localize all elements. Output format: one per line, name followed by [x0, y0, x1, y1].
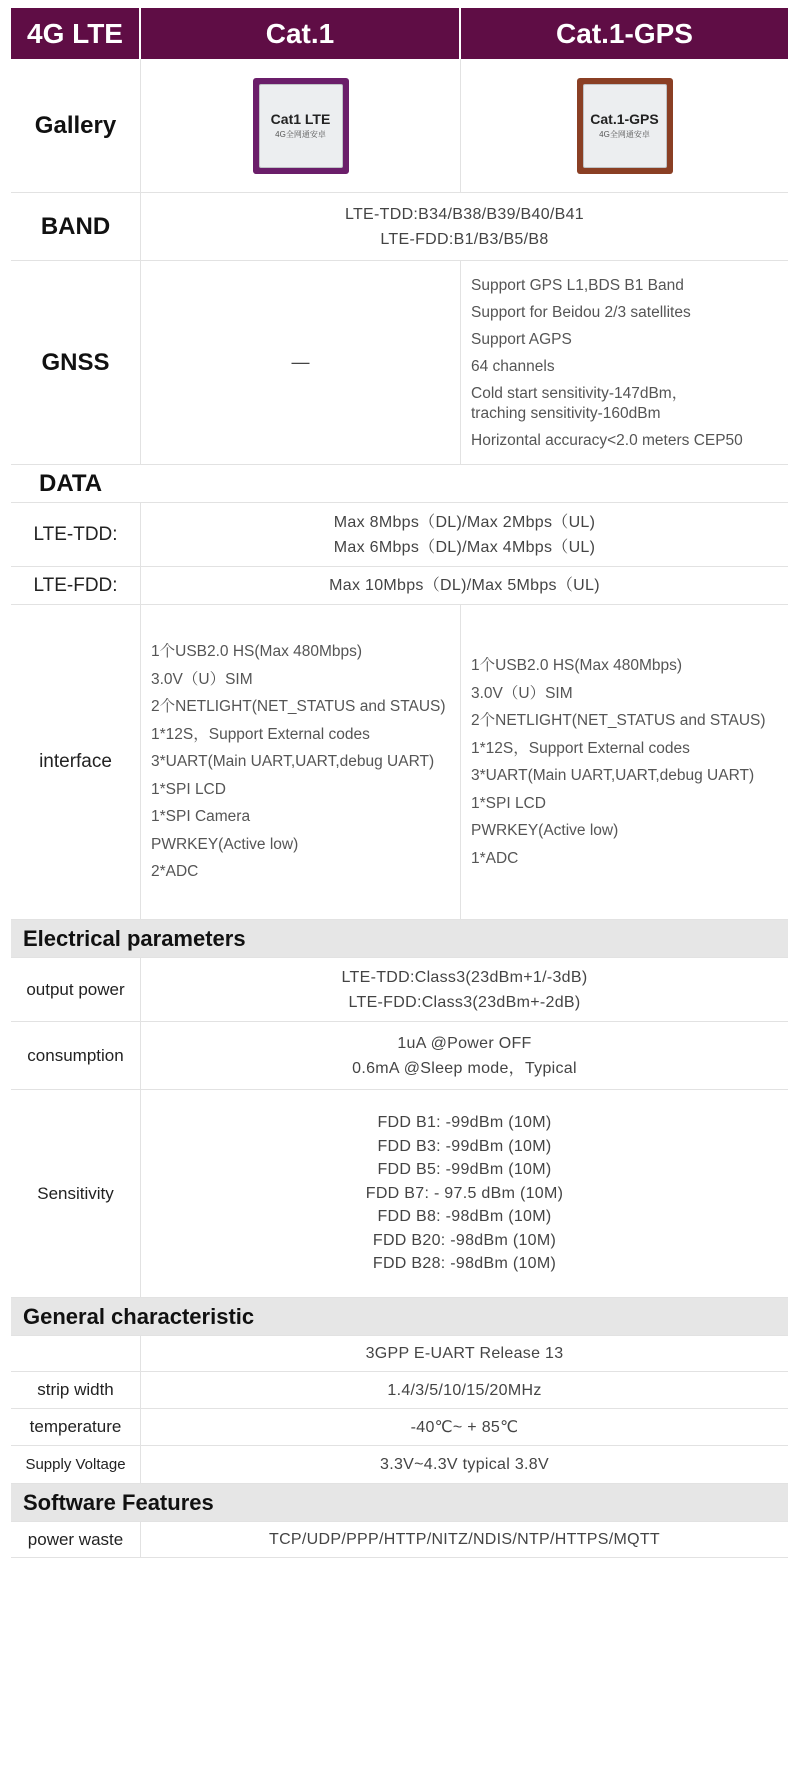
consumption-row: [11, 1022, 788, 1090]
interface-label: interface: [11, 605, 141, 919]
list-item: PWRKEY(Active low): [471, 822, 619, 839]
list-item: 3*UART(Main UART,UART,debug UART): [471, 767, 755, 784]
release-label: [11, 1336, 141, 1371]
header-col-4g-lte: 4G LTE: [11, 8, 141, 59]
list-item: 1*12S，Support External codes: [151, 725, 370, 743]
interface-cat1-list: [141, 605, 461, 919]
gnss-row: [11, 261, 788, 465]
cat1-module-image: [253, 78, 349, 174]
band-line: LTE-TDD:B34/B38/B39/B40/B41: [344, 205, 585, 223]
list-item: 2个NETLIGHT(NET_STATUS and STAUS): [151, 698, 446, 716]
sensitivity-line: FDD B1: -99dBm (10M): [377, 1114, 552, 1132]
gallery-label: Gallery: [11, 59, 141, 192]
lte-tdd-row: [11, 503, 788, 567]
lte-tdd-line: Max 8Mbps（DL)/Max 2Mbps（UL): [333, 513, 596, 531]
list-item: 2*ADC: [151, 863, 199, 881]
software-section-title: Software Features: [11, 1484, 788, 1522]
list-item: 3.0V（U）SIM: [471, 684, 573, 702]
temperature-label: temperature: [11, 1409, 141, 1445]
cat1-gps-module-title: Cat.1-GPS: [590, 111, 659, 127]
sensitivity-value: [141, 1090, 788, 1297]
consumption-line: 0.6mA @Sleep mode，Typical: [352, 1059, 577, 1077]
power-waste-row: [11, 1522, 788, 1558]
gnss-label: GNSS: [11, 261, 141, 464]
list-item: 1个USB2.0 HS(Max 480Mbps): [471, 657, 683, 674]
cat1-gps-module-image: [577, 78, 673, 174]
band-line: LTE-FDD:B1/B3/B5/B8: [380, 230, 549, 248]
strip-width-value: 1.4/3/5/10/15/20MHz: [387, 1381, 542, 1399]
gallery-cat1-cell: [141, 59, 461, 192]
gallery-row: [11, 59, 788, 193]
sensitivity-row: [11, 1090, 788, 1298]
output-power-label: output power: [11, 958, 141, 1021]
sensitivity-line: FDD B28: -98dBm (10M): [372, 1255, 557, 1273]
temperature-value: -40℃~ + 85℃: [410, 1418, 519, 1436]
temperature-row: [11, 1409, 788, 1446]
release-value: 3GPP E-UART Release 13: [365, 1345, 564, 1362]
interface-cat1-gps-list: [461, 605, 788, 919]
list-item: 64 channels: [471, 357, 555, 375]
list-item: PWRKEY(Active low): [151, 835, 299, 853]
sensitivity-line: FDD B5: -99dBm (10M): [377, 1161, 552, 1179]
band-row: [11, 193, 788, 261]
list-item: Support for Beidou 2/3 satellites: [471, 303, 691, 321]
electrical-section-title: Electrical parameters: [11, 920, 788, 958]
lte-fdd-label: LTE-FDD:: [11, 567, 141, 604]
list-item: 2个NETLIGHT(NET_STATUS and STAUS): [471, 712, 766, 729]
list-item: 1*12S，Support External codes: [471, 739, 690, 757]
consumption-line: 1uA @Power OFF: [397, 1034, 532, 1052]
list-item: 3.0V（U）SIM: [151, 670, 253, 688]
list-item: 1*SPI LCD: [151, 780, 226, 798]
list-item: Support AGPS: [471, 330, 572, 348]
list-item: 1*ADC: [471, 849, 519, 867]
consumption-value: [141, 1022, 788, 1089]
lte-tdd-value: [141, 503, 788, 566]
sensitivity-label: Sensitivity: [11, 1090, 141, 1297]
list-item: Cold start sensitivity-147dBm，traching sensitivity-160dBm: [471, 384, 688, 422]
list-item: Horizontal accuracy<2.0 meters CEP50: [471, 431, 743, 449]
header-col-cat1: Cat.1: [141, 8, 461, 59]
sensitivity-line: FDD B20: -98dBm (10M): [372, 1231, 557, 1249]
release-row: [11, 1336, 788, 1372]
gallery-cat1-gps-cell: [461, 59, 788, 192]
lte-fdd-row: [11, 567, 788, 605]
cat1-module-title: Cat1 LTE: [270, 111, 331, 127]
output-power-value: [141, 958, 788, 1021]
lte-tdd-label: LTE-TDD:: [11, 503, 141, 566]
power-waste-value: TCP/UDP/PPP/HTTP/NITZ/NDIS/NTP/HTTPS/MQTT: [269, 1531, 660, 1548]
band-label: BAND: [11, 193, 141, 260]
sensitivity-line: FDD B7: - 97.5 dBm (10M): [365, 1184, 564, 1202]
list-item: 3*UART(Main UART,UART,debug UART): [151, 753, 435, 771]
band-value: [141, 193, 788, 260]
output-power-line: LTE-TDD:Class3(23dBm+1/-3dB): [341, 968, 588, 986]
lte-fdd-value: Max 10Mbps（DL)/Max 5Mbps（UL): [329, 577, 600, 594]
general-section-title: General characteristic: [11, 1298, 788, 1336]
list-item: 1*SPI LCD: [471, 794, 546, 812]
supply-voltage-label: Supply Voltage: [11, 1446, 141, 1483]
data-section-title: DATA: [11, 465, 788, 503]
gnss-cat1-gps-list: [461, 261, 788, 464]
output-power-line: LTE-FDD:Class3(23dBm+-2dB): [348, 993, 581, 1011]
supply-voltage-value: 3.3V~4.3V typical 3.8V: [380, 1456, 549, 1473]
power-waste-label: power waste: [11, 1522, 141, 1557]
list-item: 1*SPI Camera: [151, 808, 251, 826]
header-col-cat1-gps: Cat.1-GPS: [556, 17, 693, 49]
gnss-cat1-value: —: [141, 261, 461, 464]
sensitivity-line: FDD B3: -99dBm (10M): [377, 1137, 552, 1155]
sensitivity-line: FDD B8: -98dBm (10M): [377, 1208, 552, 1226]
spec-table: [11, 8, 788, 1758]
interface-row: [11, 605, 788, 920]
cat1-gps-module-subtitle: 4G全网通安卓: [599, 130, 650, 139]
table-header: [11, 8, 788, 59]
consumption-label: consumption: [11, 1022, 141, 1089]
supply-voltage-row: [11, 1446, 788, 1484]
lte-tdd-line: Max 6Mbps（DL)/Max 4Mbps（UL): [333, 538, 596, 556]
list-item: 1个USB2.0 HS(Max 480Mbps): [151, 643, 363, 661]
strip-width-label: strip width: [11, 1372, 141, 1408]
strip-width-row: [11, 1372, 788, 1409]
output-power-row: [11, 958, 788, 1022]
cat1-module-subtitle: 4G全网通安卓: [275, 130, 326, 139]
list-item: Support GPS L1,BDS B1 Band: [471, 276, 684, 294]
